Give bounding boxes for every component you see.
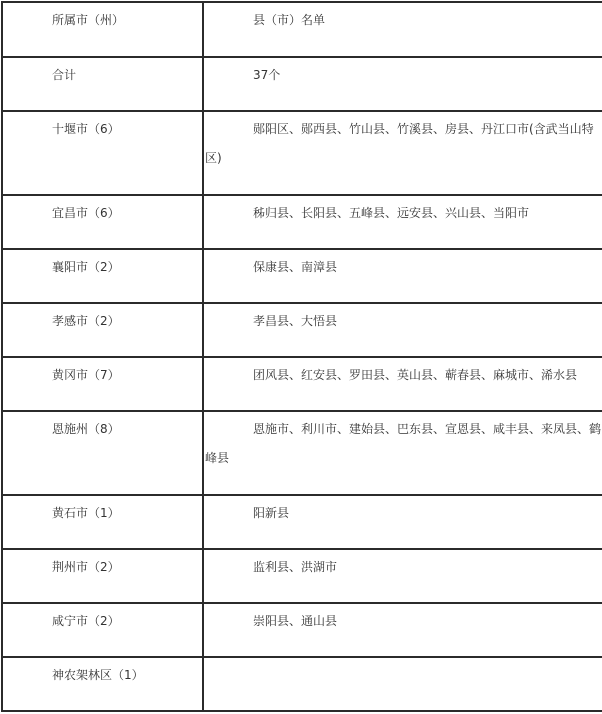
counties-cell bbox=[203, 357, 602, 411]
counties-cell bbox=[203, 549, 602, 603]
counties-list: 37个 bbox=[253, 68, 281, 82]
table-row bbox=[2, 249, 602, 303]
header-city-label: 所属市（州） bbox=[52, 13, 125, 27]
table-row bbox=[2, 357, 602, 411]
city-label: 十堰市（6） bbox=[52, 122, 120, 136]
counties-cell bbox=[203, 195, 602, 249]
city-cell bbox=[2, 57, 203, 111]
county-list-table bbox=[1, 1, 602, 712]
city-label: 咸宁市（2） bbox=[52, 614, 120, 628]
counties-cell bbox=[203, 657, 602, 711]
header-counties-cell bbox=[203, 2, 602, 57]
city-label: 黄冈市（7） bbox=[52, 368, 120, 382]
table-header-row bbox=[2, 2, 602, 57]
city-cell bbox=[2, 411, 203, 495]
counties-list: 保康县、南漳县 bbox=[253, 260, 338, 274]
city-label: 合计 bbox=[52, 68, 77, 82]
counties-cell bbox=[203, 111, 602, 195]
city-cell bbox=[2, 195, 203, 249]
counties-cell bbox=[203, 411, 602, 495]
table-row bbox=[2, 195, 602, 249]
table-row bbox=[2, 57, 602, 111]
counties-cell bbox=[203, 495, 602, 549]
counties-list: 秭归县、长阳县、五峰县、远安县、兴山县、当阳市 bbox=[253, 206, 530, 220]
header-city-cell bbox=[2, 2, 203, 57]
counties-list: 团风县、红安县、罗田县、英山县、蕲春县、麻城市、浠水县 bbox=[253, 368, 578, 382]
table-row bbox=[2, 657, 602, 711]
city-cell bbox=[2, 303, 203, 357]
city-cell bbox=[2, 249, 203, 303]
table-row bbox=[2, 411, 602, 495]
counties-list: 恩施市、利川市、建始县、巴东县、宣恩县、咸丰县、来凤县、鹤峰县 bbox=[205, 422, 602, 465]
counties-list: 崇阳县、通山县 bbox=[253, 614, 338, 628]
city-cell bbox=[2, 603, 203, 657]
table-row bbox=[2, 495, 602, 549]
city-label: 黄石市（1） bbox=[52, 506, 120, 520]
counties-list: 阳新县 bbox=[253, 506, 290, 520]
city-cell bbox=[2, 549, 203, 603]
counties-list: 监利县、洪湖市 bbox=[253, 560, 338, 574]
counties-cell bbox=[203, 57, 602, 111]
city-label: 宜昌市（6） bbox=[52, 206, 120, 220]
city-label: 神农架林区（1） bbox=[52, 668, 144, 682]
counties-list: 郧阳区、郧西县、竹山县、竹溪县、房县、丹江口市(含武当山特区) bbox=[205, 122, 594, 165]
counties-cell bbox=[203, 249, 602, 303]
city-label: 恩施州（8） bbox=[52, 422, 120, 436]
counties-cell bbox=[203, 303, 602, 357]
table-row bbox=[2, 303, 602, 357]
counties-cell bbox=[203, 603, 602, 657]
city-cell bbox=[2, 357, 203, 411]
city-label: 孝感市（2） bbox=[52, 314, 120, 328]
counties-list: 孝昌县、大悟县 bbox=[253, 314, 338, 328]
city-cell bbox=[2, 657, 203, 711]
city-label: 襄阳市（2） bbox=[52, 260, 120, 274]
city-label: 荆州市（2） bbox=[52, 560, 120, 574]
table-row bbox=[2, 549, 602, 603]
city-cell bbox=[2, 495, 203, 549]
header-counties-label: 县（市）名单 bbox=[253, 13, 326, 27]
table-row bbox=[2, 603, 602, 657]
city-cell bbox=[2, 111, 203, 195]
table-row bbox=[2, 111, 602, 195]
